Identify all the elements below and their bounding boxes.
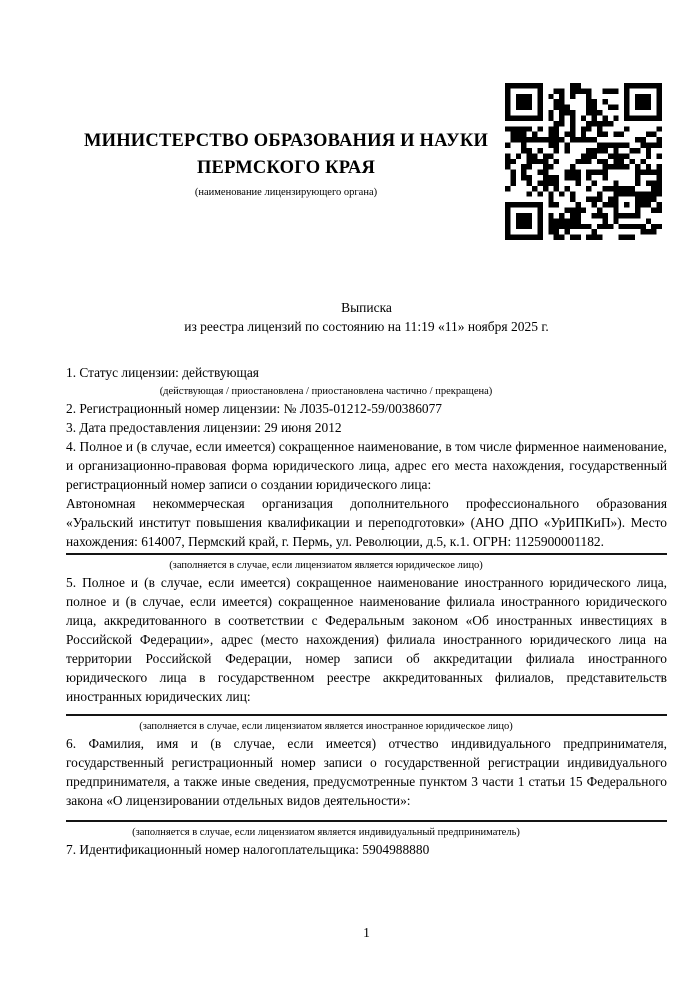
item-4-caption: (заполняется в случае, если лицензиатом является юридическое лицо): [169, 560, 483, 571]
item-3-license-grant-date: 3. Дата предоставления лицензии: 29 июня 2012: [66, 420, 342, 435]
item-1-license-status: 1. Статус лицензии: действующая: [66, 365, 259, 380]
item-4-legal-entity-statement: 4. Полное и (в случае, если имеется) сокращенное наименование, в том числе фирменное наименование, и организационно-правовая форма юридического лица, адрес его места нахождения, государственный регистрационный номер записи о создании юридического лица:: [66, 439, 667, 492]
document-title-line-1: Выписка: [341, 300, 392, 315]
item-5-foreign-entity-statement: 5. Полное и (в случае, если имеется) сокращенное наименование иностранного юридического лица, полное и (в случае, если имеется) сокращенное наименование филиала иностранного юридического лица, аккредитованного в соответствии с Федеральным законом «Об иностранных инвестициях в Российской Федерации», адрес (место нахождения) филиала иностранного юридического лица на территории Российской Федерации, номер записи об аккредитации филиала иностранного юридического лица в государственном реестре аккредитованных филиалов, представительств иностранных юридических лиц:: [66, 575, 667, 704]
document-title: [66, 298, 667, 336]
ministry-line-1: МИНИСТЕРСТВО ОБРАЗОВАНИЯ И НАУКИ: [83, 131, 489, 151]
item-6-caption: (заполняется в случае, если лицензиатом является индивидуальный предприниматель): [132, 827, 520, 838]
document-header: [66, 128, 506, 200]
item-1-status-options-hint: (действующая / приостановлена / приостановлена частично / прекращена): [159, 386, 493, 397]
license-items: [66, 363, 667, 859]
fill-line-foreign-entity: [66, 714, 667, 716]
item-6-entrepreneur-statement: 6. Фамилия, имя и (в случае, если имеется) отчество индивидуального предпринимателя, государственный регистрационный номер записи о государственной регистрации индивидуального предпринимателя, а также иные сведения, предусмотренные пунктом 3 части 1 статьи 15 Федерального закона «О лицензировании отдельных видов деятельности»:: [66, 736, 667, 808]
ministry-line-2: ПЕРМСКОГО КРАЯ: [196, 158, 376, 178]
item-2-registration-number: 2. Регистрационный номер лицензии: № Л035-01212-59/00386077: [66, 401, 442, 416]
fill-line-legal-entity: [66, 553, 667, 555]
licensing-authority-caption: (наименование лицензирующего органа): [194, 187, 378, 198]
fill-line-entrepreneur: [66, 820, 667, 822]
item-4-legal-entity-value: Автономная некоммерческая организация дополнительного профессионального образования «Уральский институт повышения квалификации и переподготовки» (АНО ДПО «УрИПКиП»). Место нахождения: 614007, Пермский край, г. Пермь, ул. Революции, д.5, к.1. ОГРН: 1125900001182.: [66, 496, 667, 549]
item-7-taxpayer-id: 7. Идентификационный номер налогоплательщика: 5904988880: [66, 842, 430, 857]
item-5-caption: (заполняется в случае, если лицензиатом является иностранное юридическое лицо): [139, 721, 513, 732]
licensing-authority-name: [66, 128, 506, 182]
document-content: [66, 0, 667, 859]
page-number: 1: [363, 925, 370, 940]
document-title-line-2: из реестра лицензий по состоянию на 11:19 «11» ноября 2025 г.: [184, 319, 549, 334]
